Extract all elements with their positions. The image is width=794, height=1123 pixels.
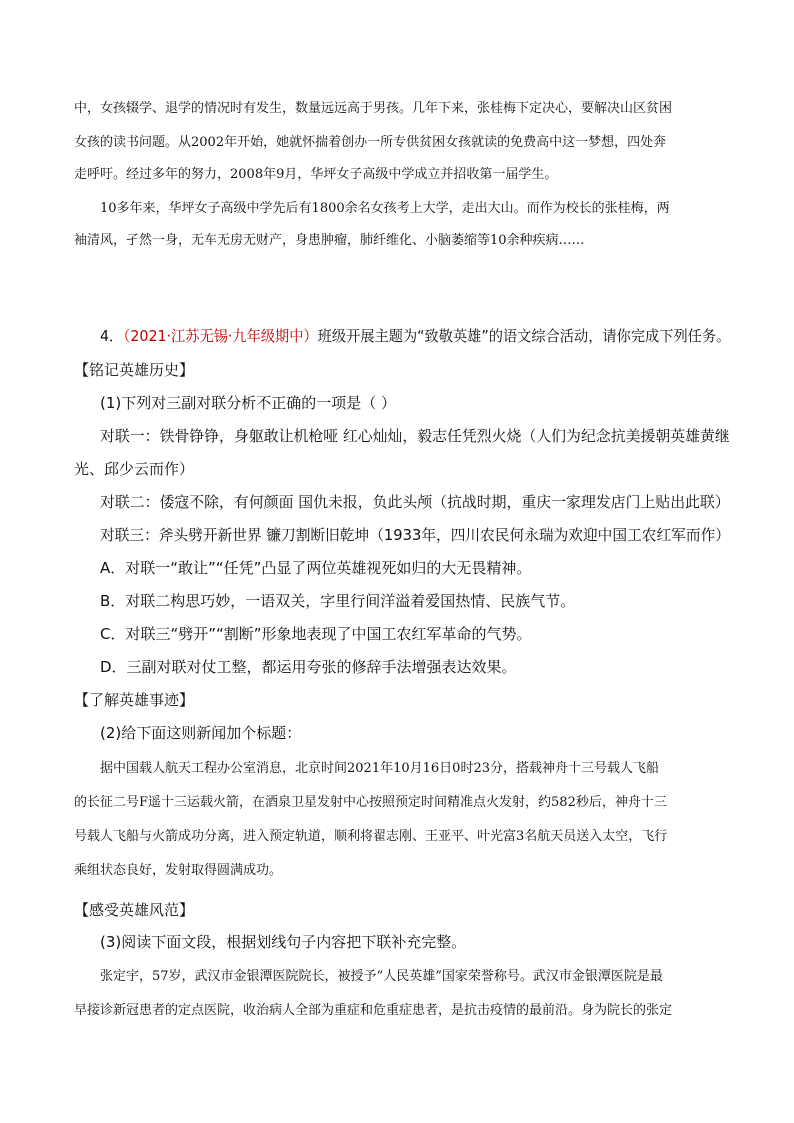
passage-line: 张定宇，57岁，武汉市金银潭医院院长，被授予“人民英雄”国家荣誉称号。武汉市金银潭医院是最 [100, 969, 663, 984]
section-heading: 【感受英雄风范】 [74, 901, 195, 919]
couplet-line: 对联三：斧头劈开新世界 镰刀割断旧乾坤（1933年，四川农民何永瑞为欢迎中国工农红军而作） [100, 526, 730, 544]
couplet-line: 光、邱少云而作） [74, 460, 195, 478]
option-c: C．对联三“劈开”“割断”形象地表现了中国工农红军革命的气势。 [100, 625, 532, 643]
section-heading: 【铭记英雄历史】 [74, 361, 195, 379]
news-line: 乘组状态良好，发射取得圆满成功。 [74, 863, 283, 878]
sub-question-1: (1)下列对三副对联分析不正确的一项是（ ） [100, 394, 397, 412]
passage-line: 早接诊新冠患者的定点医院，收治病人全部为重症和危重症患者，是抗击疫情的最前沿。身为院长的张定 [74, 1003, 673, 1018]
question-4-stem [100, 325, 730, 346]
passage-line: 袖清风，孑然一身，无车无房无财产，身患肿瘤，肺纤维化、小脑萎缩等10余种疾病…… [74, 233, 585, 248]
passage-line: 10多年来，华坪女子高级中学先后有1800余名女孩考上大学，走出大山。而作为校长的张桂梅，两 [100, 201, 670, 216]
passage-line: 中，女孩辍学、退学的情况时有发生，数量远远高于男孩。几年下来，张桂梅下定决心，要解决山区贫困 [74, 101, 673, 116]
option-b: B．对联二构思巧妙，一语双关，字里行间洋溢着爱国热情、民族气节。 [100, 592, 576, 610]
couplet-line: 对联一：铁骨铮铮，身躯敢让机枪哑 红心灿灿，毅志任凭烈火烧（人们为纪念抗美援朝英雄黄继 [100, 427, 730, 445]
section-heading: 【了解英雄事迹】 [74, 691, 195, 709]
passage-line: 女孩的读书问题。从2002年开始，她就怀揣着创办一所专供贫困女孩就读的免费高中这一梦想，四处奔 [74, 135, 667, 150]
couplet-line: 对联二：倭寇不除，有何颜面 国仇未报，负此头颅（抗战时期，重庆一家理发店门上贴出此联） [100, 493, 730, 511]
news-line: 的长征二号F遥十三运载火箭，在酒泉卫星发射中心按照预定时间精准点火发射，约582秒后，神舟十三 [74, 795, 667, 810]
passage-line: 走呼吁。经过多年的努力，2008年9月，华坪女子高级中学成立并招收第一届学生。 [74, 167, 558, 182]
news-line: 号载人飞船与火箭成功分离，进入预定轨道，顺利将翟志刚、王亚平、叶光富3名航天员送入太空，飞行 [74, 829, 668, 844]
question-number: 4． [100, 327, 124, 345]
news-line: 据中国载人航天工程办公室消息，北京时间2021年10月16日0时23分，搭载神舟十三号载人飞船 [100, 761, 659, 776]
question-source: （2021·江苏无锡·九年级期中） [123, 327, 318, 345]
sub-question-3: (3)阅读下面文段，根据划线句子内容把下联补充完整。 [100, 933, 467, 951]
option-a: A．对联一“敢让”“任凭”凸显了两位英雄视死如归的大无畏精神。 [100, 559, 532, 577]
sub-question-2: (2)给下面这则新闻加个标题： [100, 724, 302, 742]
option-d: D．三副对联对仗工整，都运用夸张的修辞手法增强表达效果。 [100, 658, 517, 676]
question-stem-text: 班级开展主题为“致敬英雄”的语文综合活动，请你完成下列任务。 [317, 327, 731, 345]
